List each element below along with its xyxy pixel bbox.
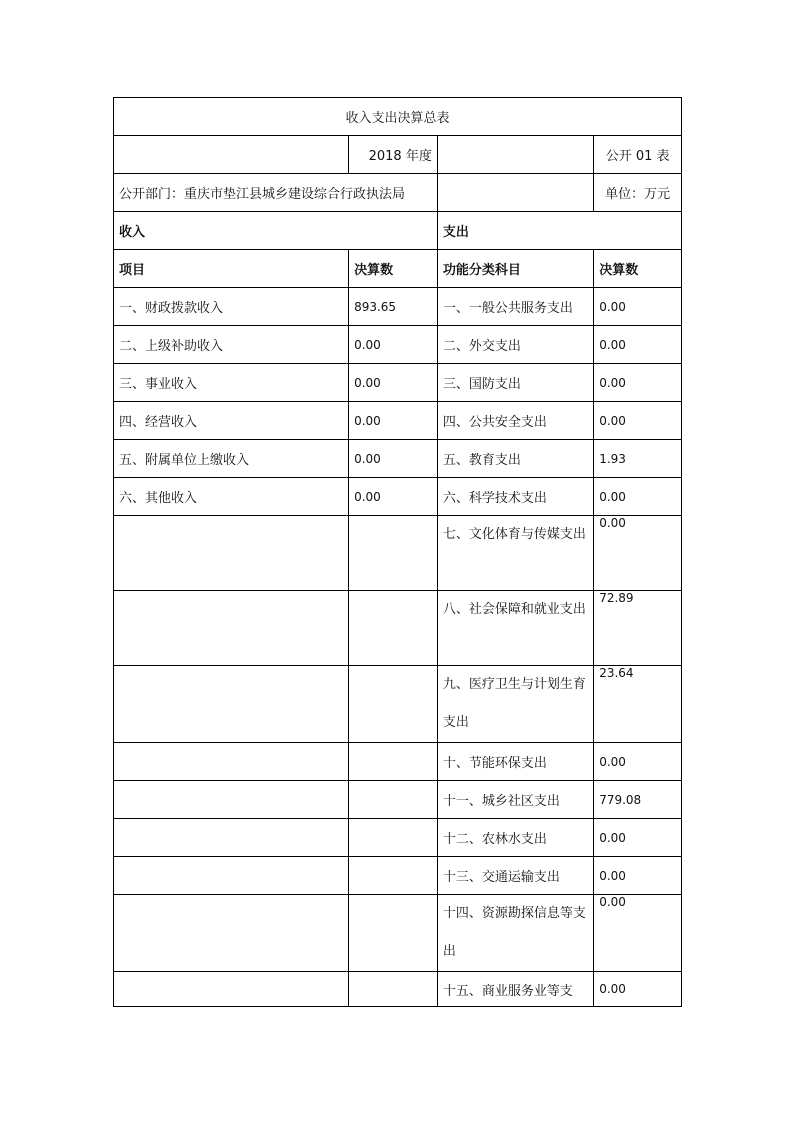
expense-label	[437, 895, 593, 972]
table-row	[114, 857, 682, 895]
unit-label: 单位：万元	[594, 174, 682, 212]
expense-label: 六、科学技术支出	[437, 478, 593, 516]
empty-cell	[349, 781, 438, 819]
expense-value: 0.00	[594, 478, 682, 516]
empty-cell	[349, 743, 438, 781]
expense-label: 二、外交支出	[437, 326, 593, 364]
table-row	[114, 781, 682, 819]
expense-label	[437, 591, 593, 666]
column-header-item: 项目	[114, 250, 349, 288]
table-row	[114, 440, 682, 478]
expense-label	[437, 666, 593, 743]
table-row	[114, 516, 682, 591]
empty-cell	[114, 136, 349, 174]
empty-cell	[114, 895, 349, 972]
department-label: 公开部门：重庆市垫江县城乡建设综合行政执法局	[114, 174, 438, 212]
year-label: 2018 年度	[349, 136, 438, 174]
expense-label	[437, 516, 593, 591]
expense-label: 十三、交通运输支出	[437, 857, 593, 895]
empty-cell	[349, 516, 438, 591]
empty-cell	[114, 972, 349, 1007]
table-row	[114, 288, 682, 326]
expense-label: 五、教育支出	[437, 440, 593, 478]
expense-value: 72.89	[594, 591, 682, 666]
table-row	[114, 819, 682, 857]
income-value: 0.00	[349, 440, 438, 478]
empty-cell	[349, 666, 438, 743]
expense-label: 十一、城乡社区支出	[437, 781, 593, 819]
income-label: 六、其他收入	[114, 478, 349, 516]
expense-section-header: 支出	[437, 212, 681, 250]
empty-cell	[114, 666, 349, 743]
income-label: 三、事业收入	[114, 364, 349, 402]
expense-value: 0.00	[594, 857, 682, 895]
expense-label-text: 七、文化体育与传媒支出	[442, 527, 586, 542]
expense-label: 十二、农林水支出	[437, 819, 593, 857]
table-row	[114, 972, 682, 1007]
income-label: 四、经营收入	[114, 402, 349, 440]
table-row	[114, 326, 682, 364]
empty-cell	[349, 591, 438, 666]
empty-cell	[114, 591, 349, 666]
expense-value: 0.00	[594, 516, 682, 591]
expense-value: 0.00	[594, 402, 682, 440]
income-label: 五、附属单位上缴收入	[114, 440, 349, 478]
expense-label-text: 八、社会保障和就业支出	[442, 602, 586, 617]
table-row	[114, 591, 682, 666]
expense-label-text: 十四、资源勘探信息等支出	[442, 906, 586, 959]
empty-cell	[349, 972, 438, 1007]
expense-label: 十、节能环保支出	[437, 743, 593, 781]
expense-label: 三、国防支出	[437, 364, 593, 402]
expense-label: 一、一般公共服务支出	[437, 288, 593, 326]
column-header-category: 功能分类科目	[437, 250, 593, 288]
empty-cell	[349, 895, 438, 972]
expense-value: 1.93	[594, 440, 682, 478]
empty-cell	[349, 857, 438, 895]
expense-value: 0.00	[594, 819, 682, 857]
empty-cell	[114, 516, 349, 591]
income-value: 893.65	[349, 288, 438, 326]
income-value: 0.00	[349, 402, 438, 440]
expense-value: 779.08	[594, 781, 682, 819]
empty-cell	[114, 857, 349, 895]
table-title: 收入支出决算总表	[114, 98, 682, 136]
table-row	[114, 478, 682, 516]
table-row	[114, 364, 682, 402]
expense-value: 0.00	[594, 743, 682, 781]
empty-cell	[114, 819, 349, 857]
table-row	[114, 666, 682, 743]
expense-value: 0.00	[594, 895, 682, 972]
income-value: 0.00	[349, 478, 438, 516]
column-header-amount: 决算数	[594, 250, 682, 288]
column-header-amount: 决算数	[349, 250, 438, 288]
expense-label: 四、公共安全支出	[437, 402, 593, 440]
empty-cell	[437, 136, 593, 174]
income-section-header: 收入	[114, 212, 438, 250]
table-row	[114, 895, 682, 972]
empty-cell	[349, 819, 438, 857]
empty-cell	[437, 174, 593, 212]
income-value: 0.00	[349, 326, 438, 364]
table-row	[114, 402, 682, 440]
empty-cell	[114, 743, 349, 781]
empty-cell	[114, 781, 349, 819]
income-value: 0.00	[349, 364, 438, 402]
expense-value: 0.00	[594, 364, 682, 402]
form-number: 公开 01 表	[594, 136, 682, 174]
table-row	[114, 743, 682, 781]
expense-value: 0.00	[594, 972, 682, 1007]
income-label: 二、上级补助收入	[114, 326, 349, 364]
expense-label-text: 九、医疗卫生与计划生育支出	[442, 677, 586, 730]
expense-value: 0.00	[594, 326, 682, 364]
expense-value: 23.64	[594, 666, 682, 743]
income-expense-table	[113, 97, 682, 1007]
expense-value: 0.00	[594, 288, 682, 326]
expense-label: 十五、商业服务业等支	[437, 972, 593, 1007]
income-label: 一、财政拨款收入	[114, 288, 349, 326]
